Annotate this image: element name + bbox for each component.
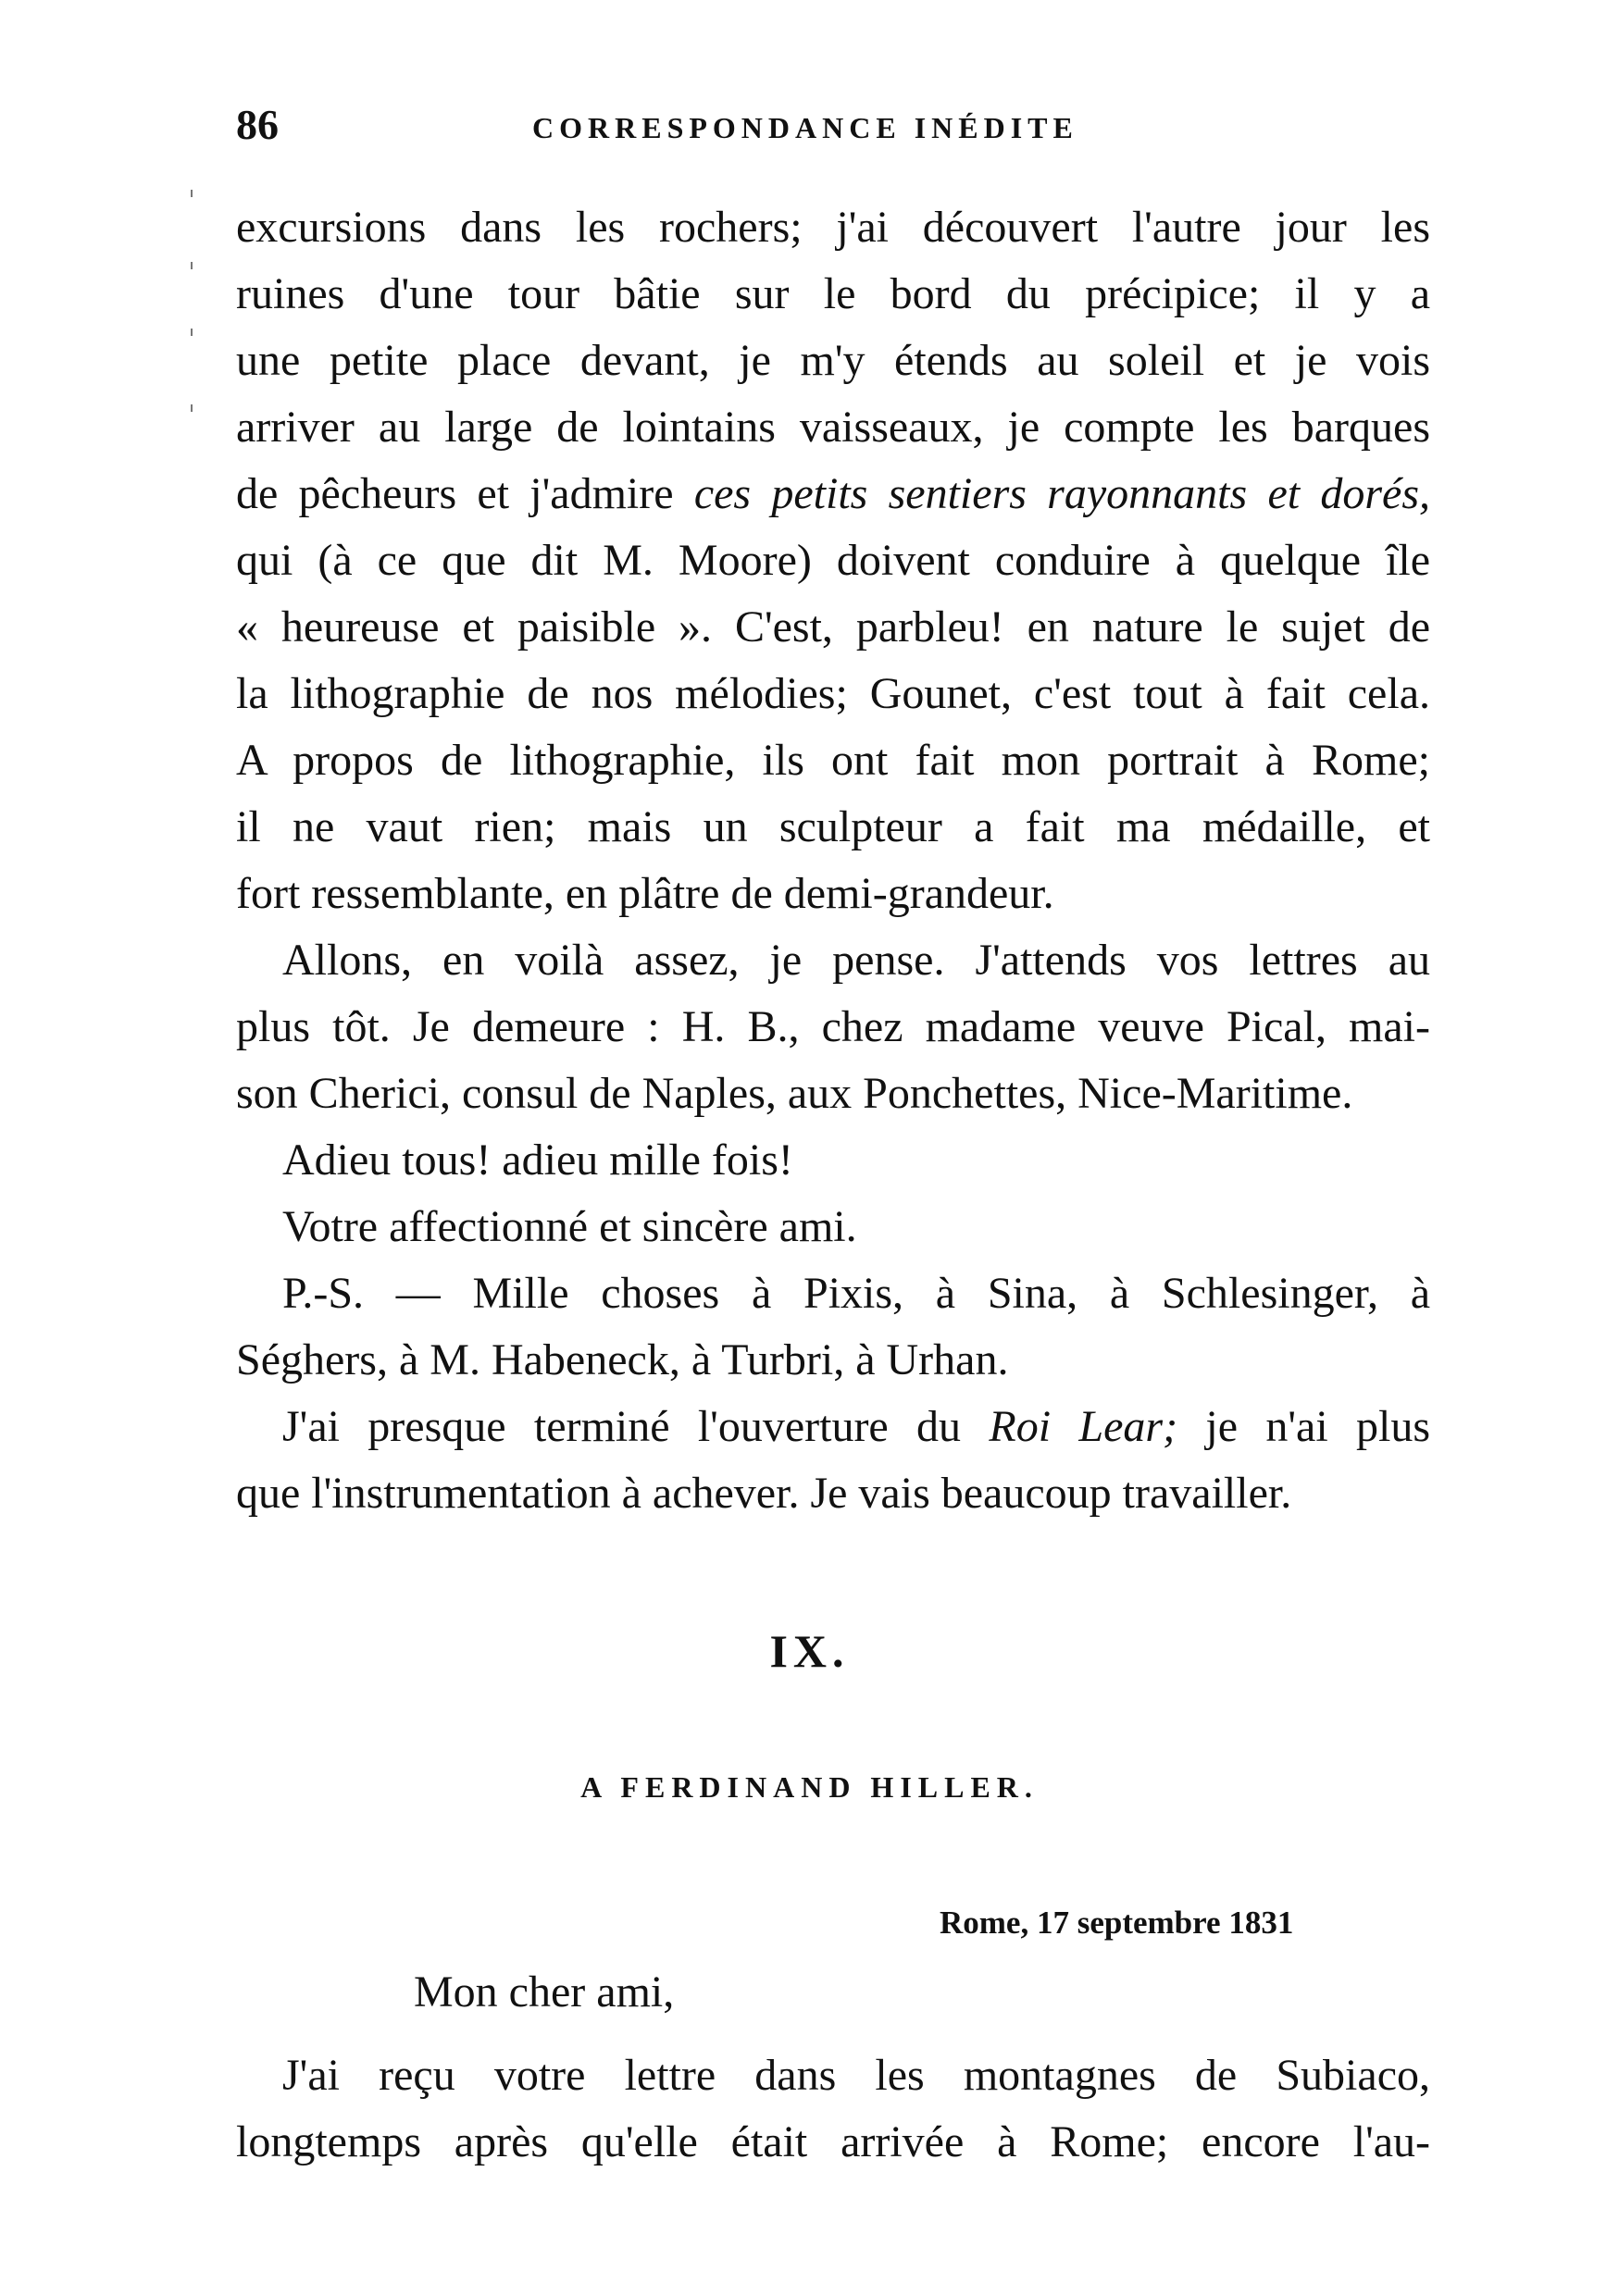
text-line: Allons, en voilà assez, je pense. J'attends vos lettres au [282, 936, 1430, 985]
section-number: IX. [769, 1625, 850, 1677]
text-line: plus tôt. Je demeure : H. B., chez madame veuve Pical, mai- [236, 1002, 1430, 1051]
margin-mark [191, 190, 193, 197]
text-line: une petite place devant, je m'y étends au soleil et je vois [236, 336, 1430, 385]
text-line: Votre affectionné et sincère ami. [282, 1202, 857, 1251]
text-line: excursions dans les rochers; j'ai découvert l'autre jour les [236, 203, 1430, 252]
text-fragment: de pêcheurs et j'admire [236, 469, 674, 518]
page-number: 86 [236, 101, 279, 148]
text-line: ruines d'une tour bâtie sur le bord du précipice; il y a [236, 269, 1430, 318]
text-line [236, 461, 1430, 527]
next-letter-body [236, 2042, 1430, 2176]
text-fragment: je n'ai plus [1205, 1402, 1431, 1451]
text-fragment: J'ai presque terminé l'ouverture du [282, 1402, 962, 1451]
margin-mark [191, 404, 193, 412]
text-line: fort ressemblante, en plâtre de demi-grandeur. [236, 869, 1054, 918]
text-line: que l'instrumentation à achever. Je vais beaucoup travailler. [236, 1469, 1292, 1518]
text-line: il ne vaut rien; mais un sculpteur a fait ma médaille, et [236, 802, 1430, 851]
italic-quotation: ces petits sentiers rayonnants et dorés, [693, 469, 1431, 518]
text-line: arriver au large de lointains vaisseaux, je compte les barques [236, 403, 1430, 452]
text-line: A propos de lithographie, ils ont fait mon portrait à Rome; [236, 736, 1430, 785]
addressee-heading: A FERDINAND HILLER. [580, 1770, 1039, 1804]
margin-mark [191, 329, 193, 336]
running-head [236, 100, 1430, 155]
postscript-line: P.-S. — Mille choses à Pixis, à Sina, à Schlesinger, à [282, 1269, 1430, 1318]
italic-work-title: Roi Lear; [989, 1402, 1178, 1451]
text-line: J'ai reçu votre lettre dans les montagnes de Subiaco, [282, 2051, 1430, 2100]
text-line: qui (à ce que dit M. Moore) doivent conduire à quelque île [236, 536, 1430, 585]
text-line: Adieu tous! adieu mille fois! [282, 1136, 793, 1185]
text-line: son Cherici, consul de Naples, aux Ponchettes, Nice-Maritime. [236, 1069, 1353, 1118]
letter-body [236, 194, 1430, 1527]
text-line [236, 1394, 1430, 1460]
dateline: Rome, 17 septembre 1831 [940, 1905, 1294, 1941]
text-line: la lithographie de nos mélodies; Gounet, c'est tout à fait cela. [236, 669, 1430, 718]
margin-mark [191, 262, 193, 269]
text-line: longtemps après qu'elle était arrivée à Rome; encore l'au- [236, 2117, 1430, 2166]
text-line: « heureuse et paisible ». C'est, parbleu! en nature le sujet de [236, 602, 1430, 652]
salutation: Mon cher ami, [414, 1967, 675, 2017]
postscript-line: Séghers, à M. Habeneck, à Turbri, à Urhan. [236, 1335, 1009, 1384]
running-title: CORRESPONDANCE INÉDITE [532, 111, 1078, 144]
margin-marks [189, 190, 194, 467]
